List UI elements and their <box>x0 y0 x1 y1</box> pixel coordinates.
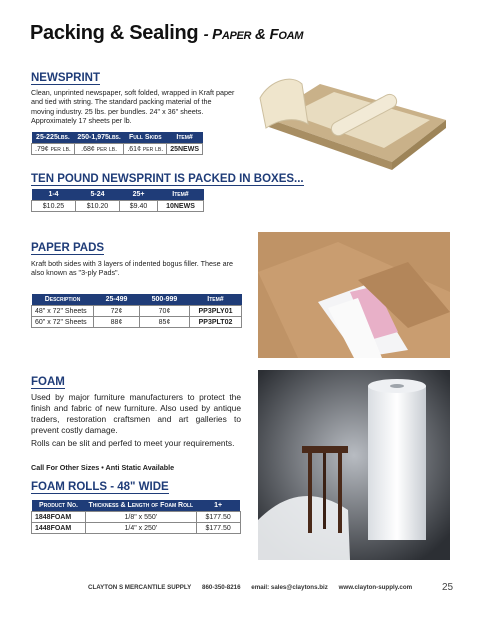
table-header: 25+ <box>120 189 158 201</box>
foam-roll-image <box>258 370 450 560</box>
table-cell: 10NEWS <box>158 201 204 212</box>
table-cell: $177.50 <box>196 523 240 534</box>
table-row <box>32 523 241 534</box>
paper-pads-photo <box>258 232 450 358</box>
table-header: Item# <box>158 189 204 201</box>
table-header: 1+ <box>196 500 240 512</box>
table-cell: $9.40 <box>120 201 158 212</box>
table-cell: $10.25 <box>32 201 76 212</box>
table-header: Thickness & Length of Foam Roll <box>86 500 197 512</box>
table-cell: 70¢ <box>140 306 190 317</box>
footer-email: email: sales@claytons.biz <box>251 584 328 591</box>
paper-pads-description: Kraft both sides with 3 layers of indented bogus filler. These are also known as "3-ply Pads". <box>31 259 234 278</box>
table-cell: 1848FOAM <box>32 512 86 523</box>
foam-photo <box>258 370 450 560</box>
table-row <box>32 144 203 155</box>
newsprint-heading: NEWSPRINT <box>31 72 100 84</box>
boxed-newsprint-heading: TEN POUND NEWSPRINT IS PACKED IN BOXES... <box>31 173 304 185</box>
newsprint-price-table <box>31 132 203 155</box>
table-header: Full Skids <box>124 132 167 144</box>
table-cell: 25NEWS <box>167 144 203 155</box>
table-row <box>32 512 241 523</box>
table-header: Description <box>32 294 94 306</box>
table-header: 250-1,975lbs. <box>74 132 123 144</box>
table-header-row <box>32 294 242 306</box>
footer-phone: 860-350-8216 <box>202 584 241 591</box>
table-header: 1-4 <box>32 189 76 201</box>
table-header: Item# <box>167 132 203 144</box>
table-cell: 1/8" x 550' <box>86 512 197 523</box>
table-cell: 48" x 72" Sheets <box>32 306 94 317</box>
table-cell: 85¢ <box>140 317 190 328</box>
foam-description: Used by major furniture manufacturers to protect the finish and fabric of new furniture. Also used by antique traders, restoration craftsmen and art galleries to prevent costly damage. <box>31 392 241 435</box>
table-header-row <box>32 132 203 144</box>
page-number: 25 <box>442 582 454 593</box>
foam-rolls-price-table <box>31 500 241 534</box>
paper-pads-image <box>258 232 450 358</box>
page-title <box>30 22 303 45</box>
table-header: 25-225lbs. <box>32 132 75 144</box>
foam-options-note: Call For Other Sizes • Anti Static Available <box>31 463 175 472</box>
foam-heading: FOAM <box>31 376 65 388</box>
paper-pads-price-table <box>31 294 242 328</box>
footer-website: www.clayton-supply.com <box>338 584 413 591</box>
foam-rolls-heading: FOAM ROLLS - 48" WIDE <box>31 481 169 493</box>
foam-custom-note: Rolls can be slit and perfed to meet your requirements. <box>31 438 235 448</box>
table-row <box>32 201 204 212</box>
title-main: Packing & Sealing <box>30 22 199 44</box>
table-cell: PP3PLT02 <box>190 317 242 328</box>
table-cell: $177.50 <box>196 512 240 523</box>
newsprint-photo <box>250 62 450 174</box>
table-cell: 60" x 72" Sheets <box>32 317 94 328</box>
table-header-row <box>32 189 204 201</box>
table-header: 500-999 <box>140 294 190 306</box>
footer-company: CLAYTON S MERCANTILE SUPPLY <box>88 584 192 591</box>
footer <box>88 584 421 591</box>
newsprint-bundle-image <box>250 62 450 174</box>
table-cell: PP3PLY01 <box>190 306 242 317</box>
paper-pads-heading: PAPER PADS <box>31 242 105 254</box>
table-cell: 72¢ <box>94 306 140 317</box>
table-header-row <box>32 500 241 512</box>
table-cell: 88¢ <box>94 317 140 328</box>
title-subtitle: - Paper & Foam <box>203 26 304 43</box>
table-header: 5-24 <box>76 189 120 201</box>
boxed-price-table <box>31 189 204 212</box>
table-cell: 1448FOAM <box>32 523 86 534</box>
table-header: 25-499 <box>94 294 140 306</box>
table-cell: .61¢ per lb. <box>124 144 167 155</box>
table-header: Product No. <box>32 500 86 512</box>
table-row <box>32 317 242 328</box>
table-cell: .79¢ per lb. <box>32 144 75 155</box>
table-header: Item# <box>190 294 242 306</box>
newsprint-description: Clean, unprinted newspaper, soft folded, wrapped in Kraft paper and tied with string. The standard packing material of the moving industry. 25 lbs. per bundles. 24" x 36" sheets. Approximately 17 sheets per lb. <box>31 88 235 125</box>
table-row <box>32 306 242 317</box>
table-cell: 1/4" x 250' <box>86 523 197 534</box>
table-cell: $10.20 <box>76 201 120 212</box>
table-cell: .68¢ per lb. <box>74 144 123 155</box>
